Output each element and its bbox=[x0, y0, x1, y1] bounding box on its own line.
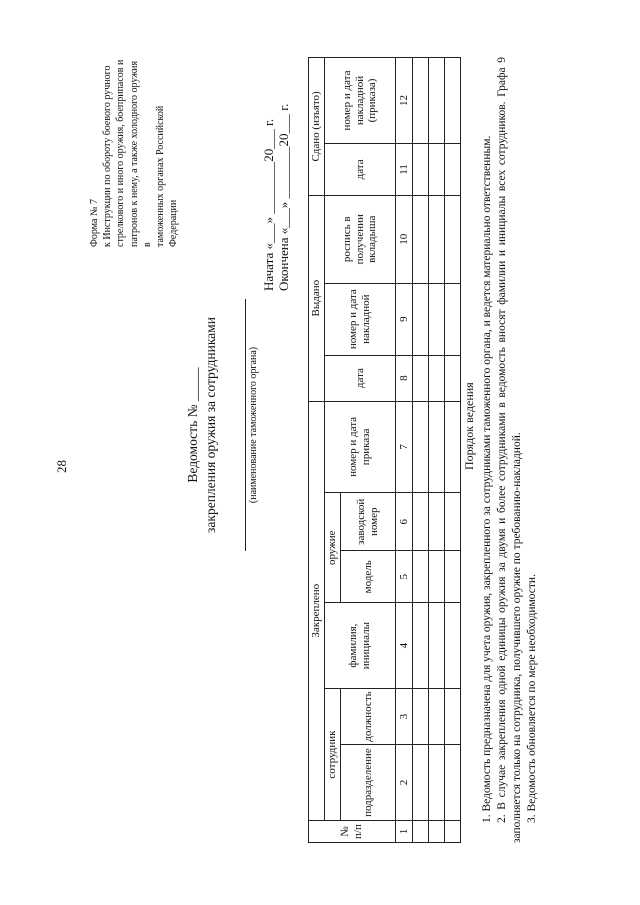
table-cell bbox=[429, 551, 445, 603]
header-signature: роспись в получении вкладыша bbox=[325, 195, 396, 283]
column-number: 9 bbox=[396, 283, 413, 355]
column-number: 8 bbox=[396, 355, 413, 401]
header-assigned: Закреплено bbox=[309, 401, 325, 821]
table-row bbox=[413, 58, 429, 843]
end-date: Окончена «___» ________20___ г. bbox=[275, 103, 291, 291]
table-cell bbox=[429, 195, 445, 283]
table-cell bbox=[413, 401, 429, 493]
table-cell bbox=[413, 58, 429, 144]
column-number: 3 bbox=[396, 689, 413, 745]
column-number: 12 bbox=[396, 58, 413, 144]
form-note-line: таможенных органах Российской Федерации bbox=[154, 105, 180, 247]
header-issue-invoice: номер и дата накладной bbox=[325, 283, 396, 355]
document-subtitle: закрепления оружия за сотрудниками bbox=[203, 317, 218, 533]
procedure-rules bbox=[480, 57, 540, 843]
document-title: Ведомость № _____ bbox=[185, 367, 200, 483]
table-cell bbox=[413, 603, 429, 689]
table-row bbox=[445, 58, 461, 843]
form-label: Форма № 7 bbox=[89, 199, 100, 247]
header-serial: заводской номер bbox=[341, 493, 396, 551]
table-cell bbox=[445, 603, 461, 689]
header-position: должность bbox=[341, 689, 396, 745]
column-number: 6 bbox=[396, 493, 413, 551]
start-date: Начата «___» ________20___ г. bbox=[261, 118, 276, 291]
table-cell bbox=[445, 821, 461, 843]
table-cell bbox=[445, 143, 461, 195]
table-cell bbox=[413, 195, 429, 283]
header-name: фамилия, инициалы bbox=[325, 603, 396, 689]
table-cell bbox=[429, 401, 445, 493]
column-number: 1 bbox=[396, 821, 413, 843]
table-cell bbox=[429, 143, 445, 195]
header-return-invoice: номер и дата накладной (приказа) bbox=[325, 58, 396, 144]
column-number: 7 bbox=[396, 401, 413, 493]
table-cell bbox=[445, 195, 461, 283]
form-reference-note bbox=[88, 57, 180, 247]
ledger-dates bbox=[262, 104, 292, 291]
form-note-line: к Инструкции по обороту боевого ручного bbox=[102, 65, 114, 247]
table-cell bbox=[445, 355, 461, 401]
header-employee: сотрудник bbox=[325, 689, 341, 821]
table-cell bbox=[429, 603, 445, 689]
column-number-row bbox=[396, 58, 413, 843]
page-number: 28 bbox=[54, 460, 69, 473]
table-row bbox=[429, 58, 445, 843]
header-return-date: дата bbox=[325, 143, 396, 195]
weapon-assignment-table bbox=[308, 57, 461, 843]
table-cell bbox=[445, 745, 461, 821]
header-returned: Сдано (изъято) bbox=[309, 58, 325, 196]
header-issue-date: дата bbox=[325, 355, 396, 401]
table-cell bbox=[413, 283, 429, 355]
table-cell bbox=[413, 493, 429, 551]
procedure-item: 1. Ведомость предназначена для учета оружия, закрепленного за сотрудниками таможенного органа, и ведется материально ответственным. bbox=[481, 135, 493, 823]
table-cell bbox=[413, 551, 429, 603]
table-cell bbox=[429, 493, 445, 551]
header-order: номер и дата приказа bbox=[325, 401, 396, 493]
table-cell bbox=[413, 355, 429, 401]
org-name-caption: (наименование таможенного органа) bbox=[248, 346, 259, 504]
column-number: 10 bbox=[396, 195, 413, 283]
table-cell bbox=[445, 283, 461, 355]
header-issued: Выдано bbox=[309, 195, 325, 401]
form-note-line: стрелкового и иного оружия, боеприпасов и bbox=[115, 59, 127, 247]
table-cell bbox=[413, 821, 429, 843]
procedure-title: Порядок ведения bbox=[462, 382, 476, 470]
table-cell bbox=[445, 58, 461, 144]
table-cell bbox=[429, 821, 445, 843]
table-cell bbox=[445, 551, 461, 603]
header-unit: подразделение bbox=[341, 745, 396, 821]
table-cell bbox=[413, 143, 429, 195]
table-cell bbox=[429, 58, 445, 144]
table-cell bbox=[413, 745, 429, 821]
procedure-item: 2. В случае закрепления одной единицы оружия за двумя и более сотрудниками в ведомость вносят фамилии и инициалы всех сотрудников. Графа 9 заполняется только на сотрудника, получившего оружие по требованию-накладной. bbox=[495, 57, 523, 843]
table-cell bbox=[445, 493, 461, 551]
procedure-item: 3. Ведомость обновляется по мере необходимости. bbox=[525, 574, 538, 823]
column-number: 2 bbox=[396, 745, 413, 821]
table-cell bbox=[429, 689, 445, 745]
table-cell bbox=[413, 689, 429, 745]
header-model: модель bbox=[341, 551, 396, 603]
table-cell bbox=[429, 745, 445, 821]
header-weapon: оружие bbox=[325, 493, 341, 603]
form-note-line: патронов к нему, а также холодного оружия в bbox=[128, 60, 153, 247]
table-cell bbox=[429, 283, 445, 355]
table-cell bbox=[445, 689, 461, 745]
column-number: 11 bbox=[396, 143, 413, 195]
header-row-number: № п/п bbox=[309, 821, 396, 843]
document-title-block bbox=[185, 145, 259, 705]
table-cell bbox=[445, 401, 461, 493]
table-cell bbox=[429, 355, 445, 401]
column-number: 4 bbox=[396, 603, 413, 689]
column-number: 5 bbox=[396, 551, 413, 603]
org-name-line bbox=[245, 299, 246, 551]
